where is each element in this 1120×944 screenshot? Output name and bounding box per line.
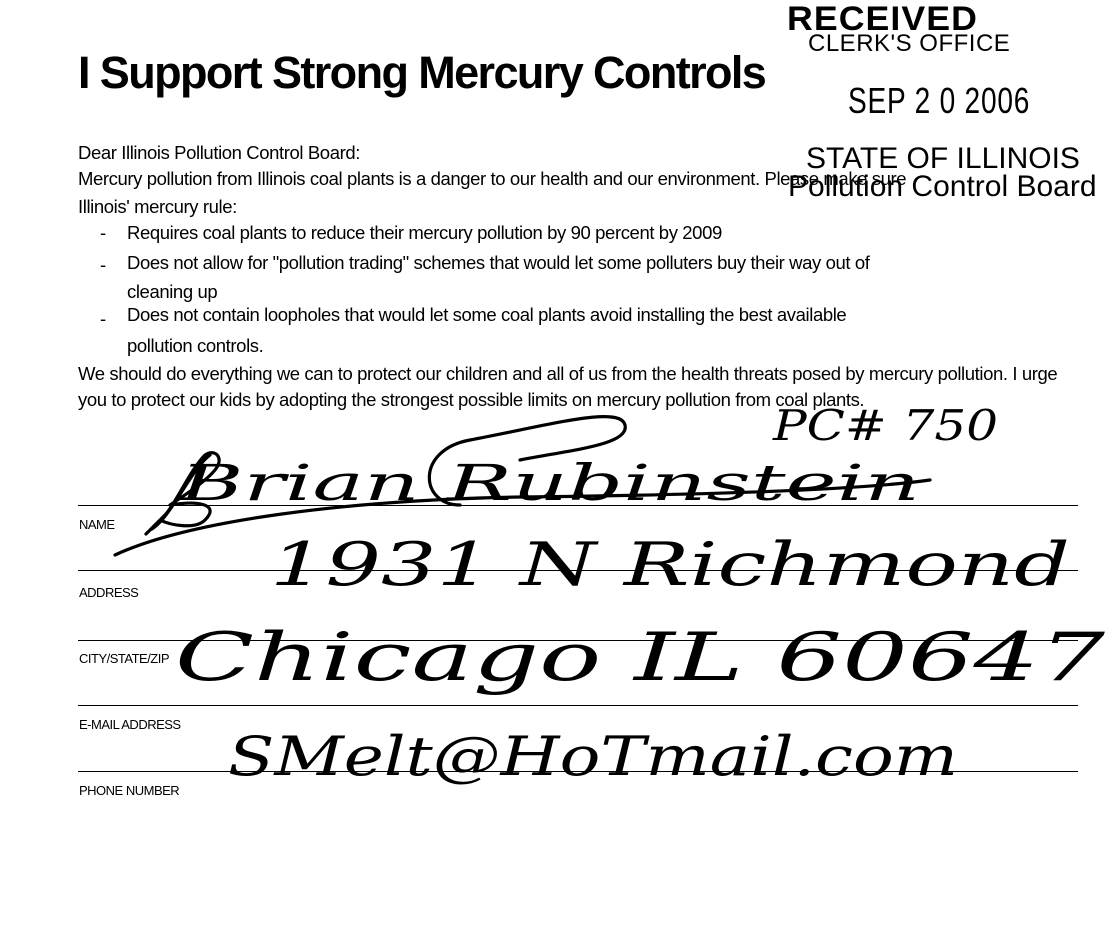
stamp-clerks-office: CLERK'S OFFICE [808,30,1011,57]
bullet-marker: - [100,254,106,275]
letter-salutation: Dear Illinois Pollution Control Board: [78,142,360,163]
city-state-zip-field-line [78,640,1078,641]
signature-flourish [429,417,625,505]
bullet-text: Does not contain loopholes that would let some coal plants avoid installing the best available [127,304,847,325]
document-number: PC# 750 [771,401,998,450]
stamp-board: Pollution Control Board [788,170,1097,203]
email-value: SMelt@HoTmail.com [228,725,958,788]
stamp-received: RECEIVED [787,0,978,38]
letter-rule-intro: Illinois' mercury rule: [78,196,237,217]
bullet-marker: - [100,222,106,243]
bullet-text: Requires coal plants to reduce their mercury pollution by 90 percent by 2009 [127,222,722,243]
city-state-zip-value: Chicago IL 60647 [175,619,1105,696]
phone-field-line [78,771,1078,772]
letter-intro: Mercury pollution from Illinois coal plants is a danger to our health and our environment. Please make sure [78,168,907,189]
name-label: NAME [79,517,115,532]
name-field-line [78,505,1078,506]
address-value: 1931 N Richmond [270,530,1070,600]
signature-underline [115,480,930,555]
email-label: E-MAIL ADDRESS [79,717,181,732]
bullet-marker: - [100,308,106,329]
bullet-text-continued: pollution controls. [127,335,264,356]
bullet-text: Does not allow for "pollution trading" schemes that would let some polluters buy their way out of [127,252,870,273]
city-state-zip-label: CITY/STATE/ZIP [79,651,170,666]
stamp-state: STATE OF ILLINOIS [806,142,1080,175]
letter-closing: We should do everything we can to protect our children and all of us from the health threats posed by mercury pollution. I urge you to protect our kids by adopting the strongest possible limits on mercury pollution from coal plants. [78,363,1058,410]
stamp-date: SEP 2 0 2006 [848,80,1031,121]
signature-flourish [146,453,219,534]
name-value: Brian Rubinstein [178,454,920,512]
bullet-text-continued: cleaning up [127,281,218,302]
address-field-line [78,570,1078,571]
address-label: ADDRESS [79,585,139,600]
page-title: I Support Strong Mercury Controls [78,47,766,98]
email-field-line [78,705,1078,706]
phone-label: PHONE NUMBER [79,783,180,798]
